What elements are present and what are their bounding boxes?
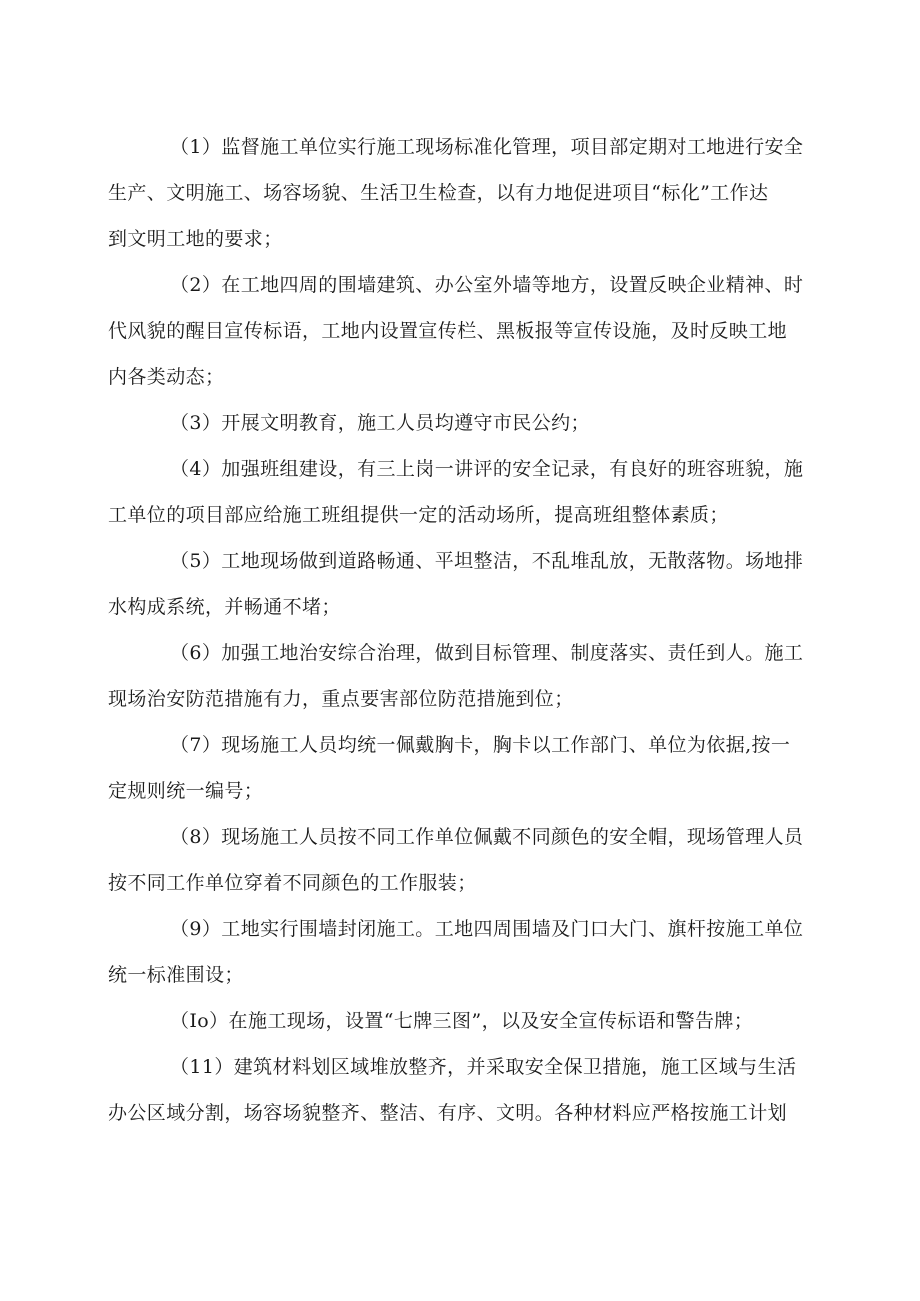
paragraph-3 — [108, 400, 816, 446]
text-line: 工单位的项目部应给施工班组提供一定的活动场所，提高班组整体素质； — [108, 504, 729, 526]
text-line: 统一标准围设； — [108, 964, 244, 986]
text-line: （4）加强班组建设，有三上岗一讲评的安全记录，有良好的班容班貌，施 — [170, 458, 804, 480]
paragraph-5 — [108, 538, 816, 630]
paragraph-8 — [108, 814, 816, 906]
text-line: （11）建筑材料划区域堆放整齐，并采取安全保卫措施，施工区域与生活 — [170, 1056, 797, 1078]
text-line: 代风貌的醒目宣传标语，工地内设置宣传栏、黑板报等宣传设施，及时反映工地 — [108, 320, 788, 342]
text-line: 办公区域分割，场容场貌整齐、整洁、有序、文明。各种材料应严格按施工计划 — [108, 1102, 788, 1124]
paragraph-1 — [108, 124, 816, 262]
paragraph-9 — [108, 906, 816, 998]
text-line: （Io）在施工现场，设置“七牌三图”，以及安全宣传标语和警告牌； — [170, 1010, 754, 1032]
text-line: （6）加强工地治安综合治理，做到目标管理、制度落实、责任到人。施工 — [170, 642, 804, 664]
paragraph-11 — [108, 1044, 816, 1136]
text-line: 到文明工地的要求； — [108, 228, 283, 250]
text-line: （3）开展文明教育，施工人员均遵守市民公约； — [170, 412, 590, 434]
paragraph-10 — [108, 998, 816, 1044]
text-line: 定规则统一编号； — [108, 780, 264, 802]
text-line: （8）现场施工人员按不同工作单位佩戴不同颜色的安全帽，现场管理人员 — [170, 826, 804, 848]
text-line: 水构成系统，并畅通不堵； — [108, 596, 341, 618]
paragraph-7 — [108, 722, 816, 814]
paragraph-6 — [108, 630, 816, 722]
text-line: 内各类动态； — [108, 366, 225, 388]
text-line: （7）现场施工人员均统一佩戴胸卡，胸卡以工作部门、单位为依据,按一 — [170, 734, 791, 756]
text-line: （1）监督施工单位实行施工现场标准化管理，项目部定期对工地进行安全 — [170, 136, 804, 158]
paragraph-2 — [108, 262, 816, 400]
text-line: 现场治安防范措施有力，重点要害部位防范措施到位； — [108, 688, 574, 710]
text-line: （2）在工地四周的围墙建筑、办公室外墙等地方，设置反映企业精神、时 — [170, 274, 804, 296]
text-line: 生产、文明施工、场容场貌、生活卫生检查，以有力地促进项目“标化”工作达 — [108, 182, 769, 204]
paragraph-4 — [108, 446, 816, 538]
document-body — [108, 124, 816, 1136]
text-line: （5）工地现场做到道路畅通、平坦整洁，不乱堆乱放，无散落物。场地排 — [170, 550, 804, 572]
text-line: 按不同工作单位穿着不同颜色的工作服装； — [108, 872, 477, 894]
text-line: （9）工地实行围墙封闭施工。工地四周围墙及门口大门、旗杆按施工单位 — [170, 918, 804, 940]
